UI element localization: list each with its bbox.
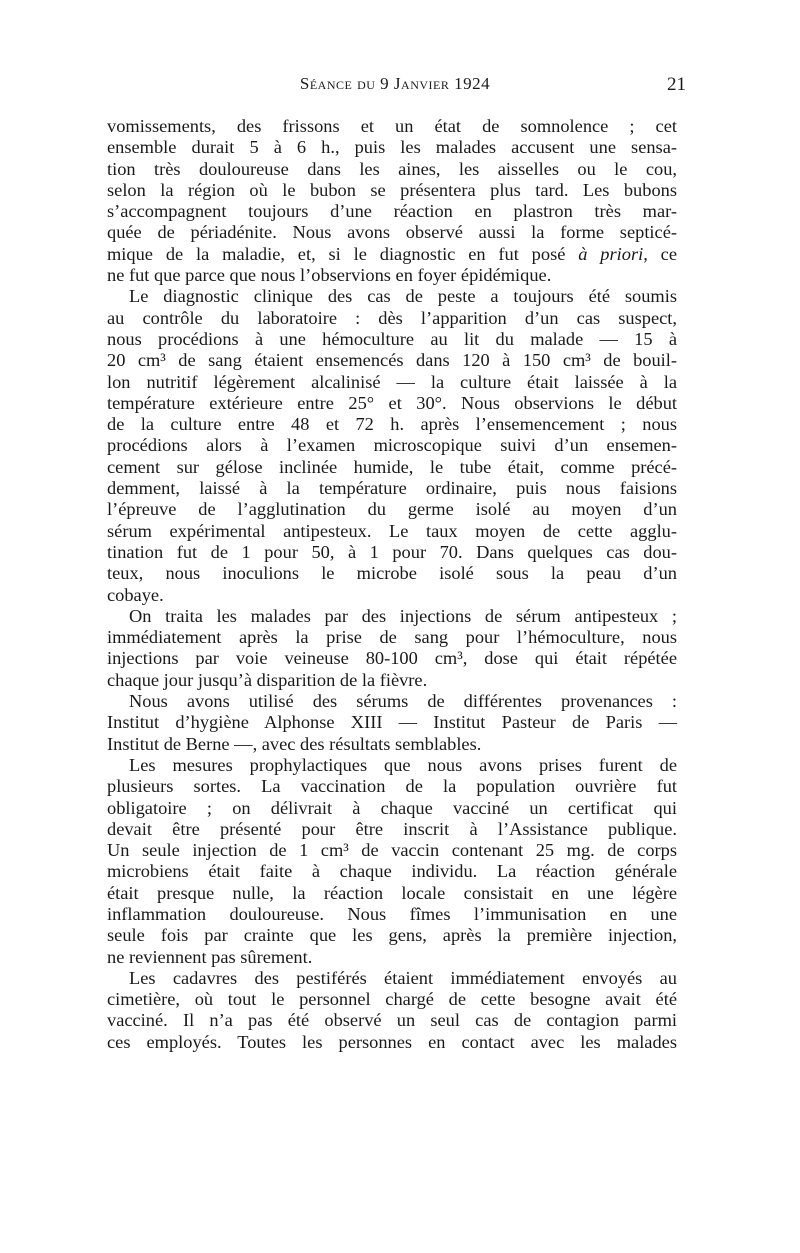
- text-line: cement sur gélose inclinée humide, le tube était, comme précé-: [107, 456, 677, 477]
- text-line: procédions alors à l’examen microscopique suivi d’un ensemen-: [107, 435, 677, 456]
- text-line: lon nutritif légèrement alcalinisé — la culture était laissée à la: [107, 371, 677, 392]
- text-line: ces employés. Toutes les personnes en contact avec les malades: [107, 1031, 677, 1052]
- text-line: quée de périadénite. Nous avons observé aussi la forme septicé-: [107, 222, 677, 243]
- text-line: teux, nous inoculions le microbe isolé sous la peau d’un: [107, 563, 677, 584]
- running-head-title: Séance du 9 Janvier 1924: [299, 74, 491, 93]
- italic-phrase: à priori: [578, 243, 644, 264]
- text-line: Les mesures prophylactiques que nous avons prises furent de: [129, 754, 677, 775]
- text-line: était presque nulle, la réaction locale consistait en une légère: [107, 882, 677, 903]
- text-line: obligatoire ; on délivrait à chaque vacciné un certificat qui: [107, 797, 677, 818]
- text-line: injections par voie veineuse 80-100 cm³, dose qui était répétée: [107, 648, 677, 669]
- text-line: au contrôle du laboratoire : dès l’apparition d’un cas suspect,: [107, 307, 677, 328]
- text-segment: , ce: [643, 243, 677, 264]
- text-line: ensemble durait 5 à 6 h., puis les malades accusent une sensa-: [107, 137, 677, 158]
- text-line: On traita les malades par des injections de sérum antipesteux ;: [129, 605, 677, 626]
- text-line: Les cadavres des pestiférés étaient immédiatement envoyés au: [129, 967, 677, 988]
- text-line: température extérieure entre 25° et 30°. Nous observions le début: [107, 392, 677, 413]
- text-line: [107, 244, 677, 265]
- text-line: cimetière, où tout le personnel chargé de cette besogne avait été: [107, 989, 677, 1010]
- text-line: vomissements, des frissons et un état de somnolence ; cet: [107, 116, 677, 136]
- text-line: Institut d’hygiène Alphonse XIII — Institut Pasteur de Paris —: [107, 712, 677, 733]
- text-line: Un seule injection de 1 cm³ de vaccin contenant 25 mg. de corps: [107, 840, 677, 861]
- text-line: chaque jour jusqu’à disparition de la fièvre.: [107, 669, 428, 690]
- text-line: selon la région où le bubon se présentera plus tard. Les bubons: [107, 179, 677, 200]
- text-line: cobaye.: [107, 584, 164, 605]
- text-line: nous procédions à une hémoculture au lit du malade — 15 à: [107, 328, 677, 349]
- text-line: Le diagnostic clinique des cas de peste a toujours été soumis: [129, 286, 677, 307]
- running-head: [107, 74, 686, 104]
- text-line: s’accompagnent toujours d’une réaction en plastron très mar-: [107, 201, 677, 222]
- text-line: immédiatement après la prise de sang pour l’hémoculture, nous: [107, 627, 677, 648]
- body-text: [107, 116, 677, 1053]
- text-line: devait être présenté pour être inscrit à l’Assistance publique.: [107, 818, 677, 839]
- text-line: ne reviennent pas sûrement.: [107, 946, 313, 967]
- text-line: inflammation douloureuse. Nous fîmes l’immunisation en une: [107, 903, 677, 924]
- text-segment: mique de la maladie, et, si le diagnostic en fut posé: [107, 243, 579, 264]
- text-line: vacciné. Il n’a pas été observé un seul cas de contagion parmi: [107, 1010, 677, 1031]
- text-line: tion très douloureuse dans les aines, les aisselles ou le cou,: [107, 158, 677, 179]
- text-line: plusieurs sortes. La vaccination de la population ouvrière fut: [107, 776, 677, 797]
- text-line: seule fois par crainte que les gens, après la première injection,: [107, 925, 677, 946]
- text-line: 20 cm³ de sang étaient ensemencés dans 120 à 150 cm³ de bouil-: [107, 350, 677, 371]
- text-line: ne fut que parce que nous l’observions en foyer épidémique.: [107, 265, 552, 286]
- page-number: 21: [667, 74, 686, 95]
- text-line: Nous avons utilisé des sérums de différentes provenances :: [129, 691, 677, 712]
- text-line: Institut de Berne —, avec des résultats semblables.: [107, 733, 482, 754]
- text-line: microbiens était faite à chaque individu. La réaction générale: [107, 861, 677, 882]
- text-line: demment, laissé à la température ordinaire, puis nous faisions: [107, 478, 677, 499]
- text-line: sérum expérimental antipesteux. Le taux moyen de cette agglu-: [107, 520, 677, 541]
- text-line: tination fut de 1 pour 50, à 1 pour 70. Dans quelques cas dou-: [107, 541, 677, 562]
- text-line: de la culture entre 48 et 72 h. après l’ensemencement ; nous: [107, 414, 677, 435]
- text-line: l’épreuve de l’agglutination du germe isolé au moyen d’un: [107, 499, 677, 520]
